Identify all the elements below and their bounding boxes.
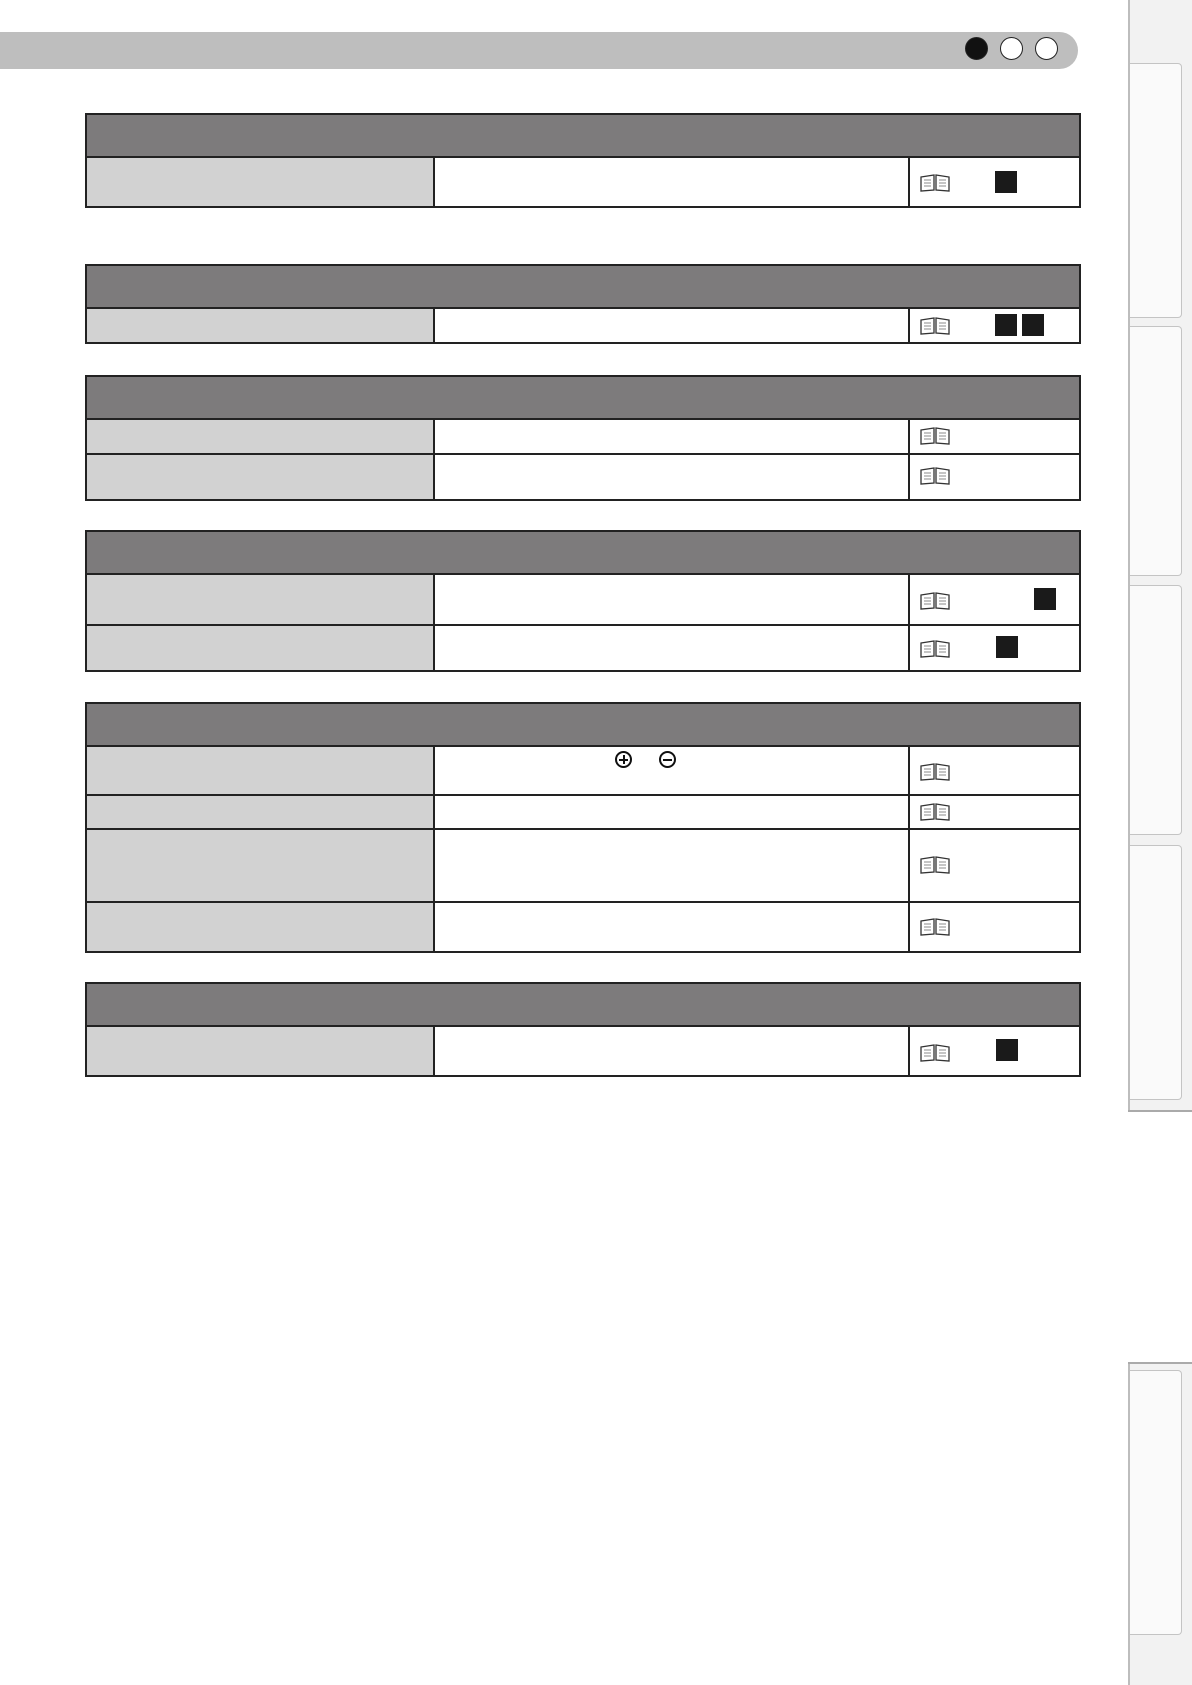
book-icon <box>920 640 950 658</box>
table-section-4 <box>85 530 1081 672</box>
row-description-cell <box>435 796 910 828</box>
page-indicator-dot-empty <box>1000 37 1023 60</box>
circle-plus-icon <box>615 751 632 768</box>
row-label-cell <box>87 830 435 901</box>
row-label-cell <box>87 158 435 206</box>
circle-minus-icon <box>659 751 676 768</box>
row-reference-cell <box>910 903 1079 951</box>
black-square-icon <box>996 636 1018 658</box>
book-icon <box>920 918 950 936</box>
side-tab-3[interactable] <box>1130 585 1182 835</box>
row-label-cell <box>87 309 435 342</box>
table-row <box>87 747 1079 794</box>
section-header <box>87 115 1079 158</box>
row-description-cell <box>435 1027 910 1075</box>
section-header <box>87 266 1079 309</box>
page-header-bar <box>0 32 1078 69</box>
table-row <box>87 828 1079 901</box>
book-icon <box>920 763 950 781</box>
row-description-cell <box>435 455 910 499</box>
row-reference-cell <box>910 747 1079 794</box>
table-row <box>87 624 1079 670</box>
row-description-cell <box>435 747 910 794</box>
table-row <box>87 1027 1079 1075</box>
table-row <box>87 453 1079 499</box>
book-icon <box>920 427 950 445</box>
table-row <box>87 794 1079 828</box>
table-section-6 <box>85 982 1081 1077</box>
table-section-5 <box>85 702 1081 953</box>
book-icon <box>920 592 950 610</box>
row-label-cell <box>87 747 435 794</box>
row-reference-cell <box>910 1027 1079 1075</box>
section-header <box>87 984 1079 1027</box>
side-tab-4[interactable] <box>1130 845 1182 1100</box>
side-tab-2[interactable] <box>1130 326 1182 576</box>
book-icon <box>920 317 950 335</box>
row-label-cell <box>87 1027 435 1075</box>
row-description-cell <box>435 830 910 901</box>
table-section-1 <box>85 113 1081 208</box>
book-icon <box>920 174 950 192</box>
row-description-cell <box>435 309 910 342</box>
row-reference-cell <box>910 158 1079 206</box>
section-header <box>87 377 1079 420</box>
row-description-cell <box>435 903 910 951</box>
row-reference-cell <box>910 830 1079 901</box>
book-icon <box>920 467 950 485</box>
row-label-cell <box>87 626 435 670</box>
section-header <box>87 532 1079 575</box>
table-row <box>87 901 1079 951</box>
table-section-3 <box>85 375 1081 501</box>
row-reference-cell <box>910 575 1079 624</box>
row-label-cell <box>87 455 435 499</box>
black-square-icon <box>995 171 1017 193</box>
row-reference-cell <box>910 309 1079 342</box>
side-tab-active[interactable] <box>1128 1110 1192 1364</box>
row-label-cell <box>87 903 435 951</box>
book-icon <box>920 856 950 874</box>
black-square-icon <box>995 314 1017 336</box>
row-reference-cell <box>910 796 1079 828</box>
row-description-cell <box>435 420 910 453</box>
book-icon <box>920 1044 950 1062</box>
row-description-cell <box>435 626 910 670</box>
row-description-cell <box>435 575 910 624</box>
row-reference-cell <box>910 626 1079 670</box>
table-section-2 <box>85 264 1081 344</box>
black-square-icon <box>1034 588 1056 610</box>
section-header <box>87 704 1079 747</box>
page-indicator-dot-filled <box>965 37 988 60</box>
black-square-icon <box>1022 314 1044 336</box>
side-tab-1[interactable] <box>1130 63 1182 318</box>
table-row <box>87 309 1079 342</box>
table-row <box>87 420 1079 453</box>
row-label-cell <box>87 575 435 624</box>
table-row <box>87 158 1079 206</box>
side-tab-6[interactable] <box>1130 1370 1182 1635</box>
page-indicator-dot-empty <box>1035 37 1058 60</box>
row-description-cell <box>435 158 910 206</box>
table-row <box>87 575 1079 624</box>
black-square-icon <box>996 1039 1018 1061</box>
row-reference-cell <box>910 455 1079 499</box>
row-label-cell <box>87 796 435 828</box>
book-icon <box>920 803 950 821</box>
row-reference-cell <box>910 420 1079 453</box>
row-label-cell <box>87 420 435 453</box>
